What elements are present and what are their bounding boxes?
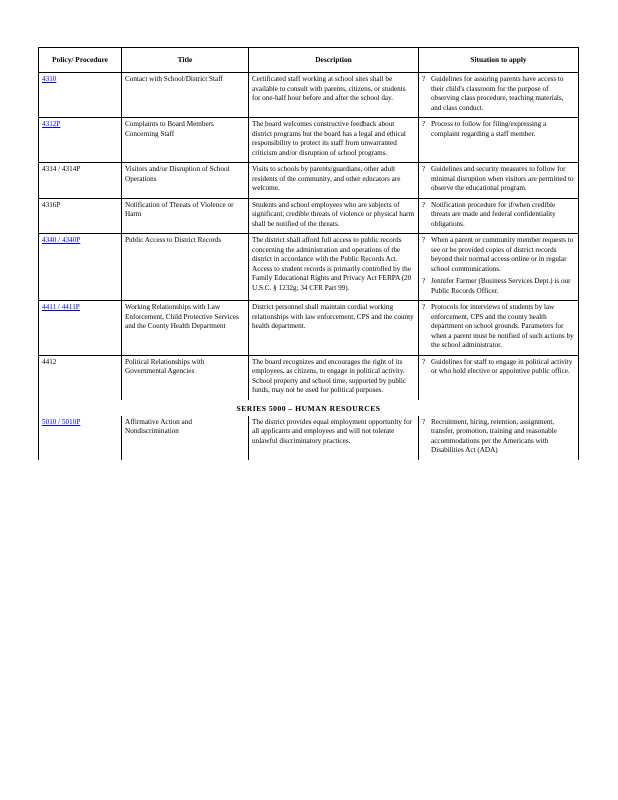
- description-cell: Certificated staff working at school sites shall be available to consult with parents, citizens, or students for one-half hour before and after the school day.: [249, 73, 419, 118]
- situation-item: [422, 418, 575, 456]
- policy-cell: [39, 163, 122, 199]
- situation-item: [422, 75, 575, 113]
- header-situation: Situation to apply: [419, 48, 579, 73]
- title-cell: Visitors and/or Disruption of School Operations: [122, 163, 249, 199]
- policy-cell: [39, 234, 122, 301]
- description-cell: The district shall afford full access to public records concerning the administration and operations of the district in accordance with the Public Records Act. Access to student records is primarily controlled by the Family Educational Rights and Privacy Act FERPA (20 U.S.C. § 1232g; 34 CFR Part 99).: [249, 234, 419, 301]
- table-row: [39, 73, 579, 118]
- situation-cell: [419, 118, 579, 163]
- table-row: [39, 118, 579, 163]
- bullet-mark: ?: [422, 165, 426, 173]
- situation-item: [422, 277, 575, 296]
- situation-text: Notification procedure for if/when credible threats are made and federal confidentiality obligations.: [431, 200, 556, 228]
- bullet-mark: ?: [422, 417, 426, 426]
- table-row: [39, 301, 579, 356]
- bullet-mark: ?: [422, 357, 426, 366]
- table-header-row: [39, 48, 579, 73]
- title-cell: Notification of Threats of Violence or Harm: [122, 198, 249, 234]
- situation-text: When a parent or community member requests to see or be provided copies of district records beyond their normal access online or in regular school communications.: [431, 236, 574, 273]
- policy-cell: [39, 301, 122, 356]
- bullet-mark: ?: [422, 303, 426, 311]
- header-description: Description: [249, 48, 419, 73]
- series-row: [39, 400, 579, 416]
- description-cell: The district provides equal employment opportunity for all applicants and employees and will not tolerate unlawful discriminatory practices.: [249, 416, 419, 460]
- situation-cell: [419, 163, 579, 199]
- policy-cell: [39, 416, 122, 460]
- situation-text: Jennifer Farmer (Business Services Dept.) is our Public Records Officer.: [431, 277, 571, 295]
- situation-item: [422, 303, 575, 351]
- bullet-mark: ?: [422, 277, 426, 285]
- title-cell: Contact with School/District Staff: [122, 73, 249, 118]
- situation-item: [422, 236, 575, 274]
- policy-cell: [39, 198, 122, 234]
- description-cell: Students and school employees who are subjects of significant, credible threats of violence or physical harm shall be notified of the threats.: [249, 198, 419, 234]
- bullet-mark: ?: [422, 120, 426, 128]
- situation-item: [422, 201, 575, 230]
- policy-cell: [39, 355, 122, 400]
- table-row: [39, 198, 579, 234]
- policy-link[interactable]: 4312P: [42, 120, 61, 128]
- situation-item: [422, 358, 575, 377]
- situation-text: Guidelines and security measures to follow for minimal disruption when visitors are permitted to observe the educational program.: [431, 165, 574, 192]
- situation-item: [422, 120, 575, 139]
- situation-text: Recruitment, hiring, retention, assignment, transfer, promotion, training and reasonable accommodations per the Americans with Disabilities Act (ADA): [431, 417, 557, 455]
- title-cell: Affirmative Action and Nondiscrimination: [122, 416, 249, 460]
- situation-cell: [419, 416, 579, 460]
- policy-link[interactable]: 5010 / 5010P: [42, 417, 81, 426]
- situation-text: Process to follow for filing/expressing a complaint regarding a staff member.: [431, 120, 547, 138]
- policy-link: 4314 / 4314P: [42, 165, 81, 173]
- title-cell: Public Access to District Records: [122, 234, 249, 301]
- table-row: [39, 416, 579, 460]
- description-cell: The board recognizes and encourages the right of its employees, as citizens, to engage in political activity. School property and school time, supported by public funds, may not be used for political purposes.: [249, 355, 419, 400]
- policy-link[interactable]: 4340 / 4340P: [42, 236, 81, 244]
- policy-cell: [39, 73, 122, 118]
- situation-cell: [419, 301, 579, 356]
- title-cell: Political Relationships with Governmental Agencies: [122, 355, 249, 400]
- situation-text: Guidelines for assuring parents have access to their child's classroom for the purpose of observing class procedure, teaching materials, and class conduct.: [431, 75, 564, 112]
- table-row: [39, 355, 579, 400]
- policy-link[interactable]: 4411 / 4411P: [42, 303, 80, 311]
- situation-item: [422, 165, 575, 194]
- table-row: [39, 234, 579, 301]
- description-cell: Visits to schools by parents/guardians, other adult residents of the community, and other educators are welcome.: [249, 163, 419, 199]
- header-title: Title: [122, 48, 249, 73]
- situation-text: Protocols for interviews of students by law enforcement, CPS and the county health department on school grounds. Parameters for when a parent must be notified of such actions by the school administrator.: [431, 303, 574, 349]
- situation-text: Guidelines for staff to engage in political activity or who hold elective or appointive public office.: [431, 357, 573, 375]
- bullet-mark: ?: [422, 236, 426, 244]
- policy-link: 4412: [42, 357, 57, 366]
- policy-link: 4316P: [42, 200, 61, 209]
- title-cell: Working Relationships with Law Enforcement, Child Protective Services and the County Health Department: [122, 301, 249, 356]
- bullet-mark: ?: [422, 75, 426, 83]
- title-cell: Complaints to Board Members Concerning Staff: [122, 118, 249, 163]
- description-cell: The board welcomes constructive feedback about district programs but the board has a legal and ethical responsibility to protect its staff from unwarranted criticism and/or disruption of school programs.: [249, 118, 419, 163]
- situation-cell: [419, 73, 579, 118]
- bullet-mark: ?: [422, 200, 426, 209]
- policy-link[interactable]: 4310: [42, 75, 57, 83]
- table-row: [39, 163, 579, 199]
- description-cell: District personnel shall maintain cordial working relationships with law enforcement, CPS and the county health department.: [249, 301, 419, 356]
- policy-cell: [39, 118, 122, 163]
- series-heading: SERIES 5000 – HUMAN RESOURCES: [39, 400, 579, 416]
- situation-cell: [419, 355, 579, 400]
- header-policy: Policy/ Procedure: [39, 48, 122, 73]
- policy-table: [38, 47, 579, 460]
- situation-cell: [419, 234, 579, 301]
- situation-cell: [419, 198, 579, 234]
